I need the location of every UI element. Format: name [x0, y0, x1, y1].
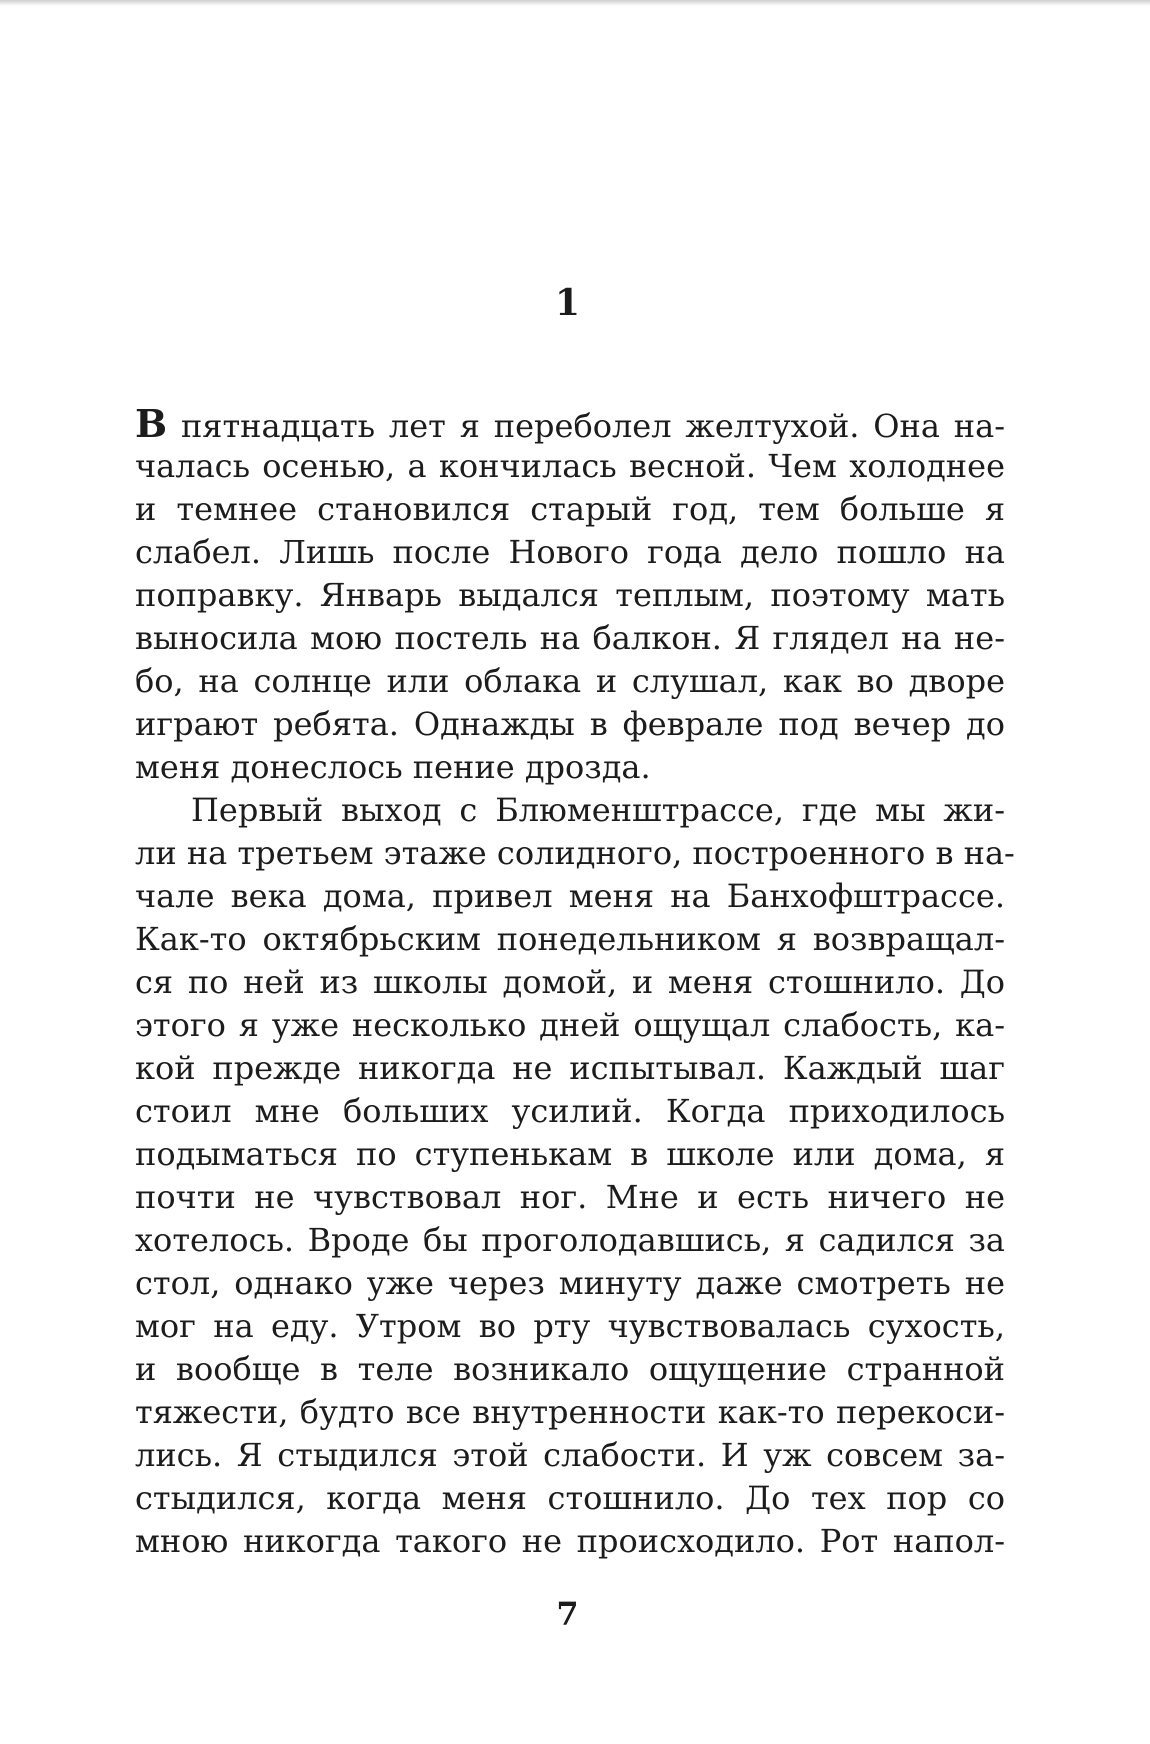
text-line-rest: пятнадцать лет я переболел желтухой. Она на- [167, 407, 1005, 445]
text-line: лись. Я стыдился этой слабости. И уж совсем за- [135, 1436, 1005, 1474]
text-line: мною никогда такого не происходило. Рот напол- [135, 1522, 1005, 1560]
text-line: хотелось. Вроде бы проголодавшись, я садился за [135, 1221, 1005, 1259]
text-line: Первый выход с Блюменштрассе, где мы жи- [191, 791, 1005, 829]
text-line: стыдился, когда меня стошнило. До тех пор со [135, 1479, 1005, 1517]
text-line: меня донеслось пение дрозда. [135, 748, 651, 786]
text-line [135, 402, 1005, 445]
text-line: и вообще в теле возникало ощущение странной [135, 1350, 1005, 1388]
text-line: и темнее становился старый год, тем больше я [135, 490, 1005, 528]
text-line: стоил мне больших усилий. Когда приходилось [135, 1092, 1005, 1130]
text-line: слабел. Лишь после Нового года дело пошло на [135, 533, 1005, 571]
text-line: почти не чувствовал ног. Мне и есть ничего не [135, 1178, 1005, 1216]
text-line: Как-то октябрьским понедельником я возвращал- [135, 920, 1005, 958]
text-line: стол, однако уже через минуту даже смотреть не [135, 1264, 1005, 1302]
text-line: ли на третьем этаже солидного, построенного в на- [135, 834, 1015, 872]
text-line: этого я уже несколько дней ощущал слабость, ка- [135, 1006, 1005, 1044]
text-line: мог на еду. Утром во рту чувствовалась сухость, [135, 1307, 1005, 1345]
text-line: играют ребята. Однажды в феврале под вечер до [135, 705, 1005, 743]
body-text [135, 401, 1015, 1563]
text-line: кой прежде никогда не испытывал. Каждый шаг [135, 1049, 1005, 1087]
drop-cap: В [135, 401, 168, 446]
text-line: чалась осенью, а кончилась весной. Чем холоднее [135, 447, 1005, 485]
page-number: 7 [556, 1595, 579, 1633]
text-line: чале века дома, привел меня на Банхофштрассе. [135, 877, 1005, 915]
chapter-number: 1 [554, 282, 581, 324]
text-line: подыматься по ступенькам в школе или дома, я [135, 1135, 1005, 1173]
text-line: бо, на солнце или облака и слушал, как во дворе [135, 662, 1005, 700]
text-line: поправку. Январь выдался теплым, поэтому мать [135, 576, 1005, 614]
text-line: ся по ней из школы домой, и меня стошнило. До [135, 963, 1005, 1001]
text-line: тяжести, будто все внутренности как-то перекоси- [135, 1393, 1005, 1431]
text-line: выносила мою постель на балкон. Я глядел на не- [135, 619, 1005, 657]
